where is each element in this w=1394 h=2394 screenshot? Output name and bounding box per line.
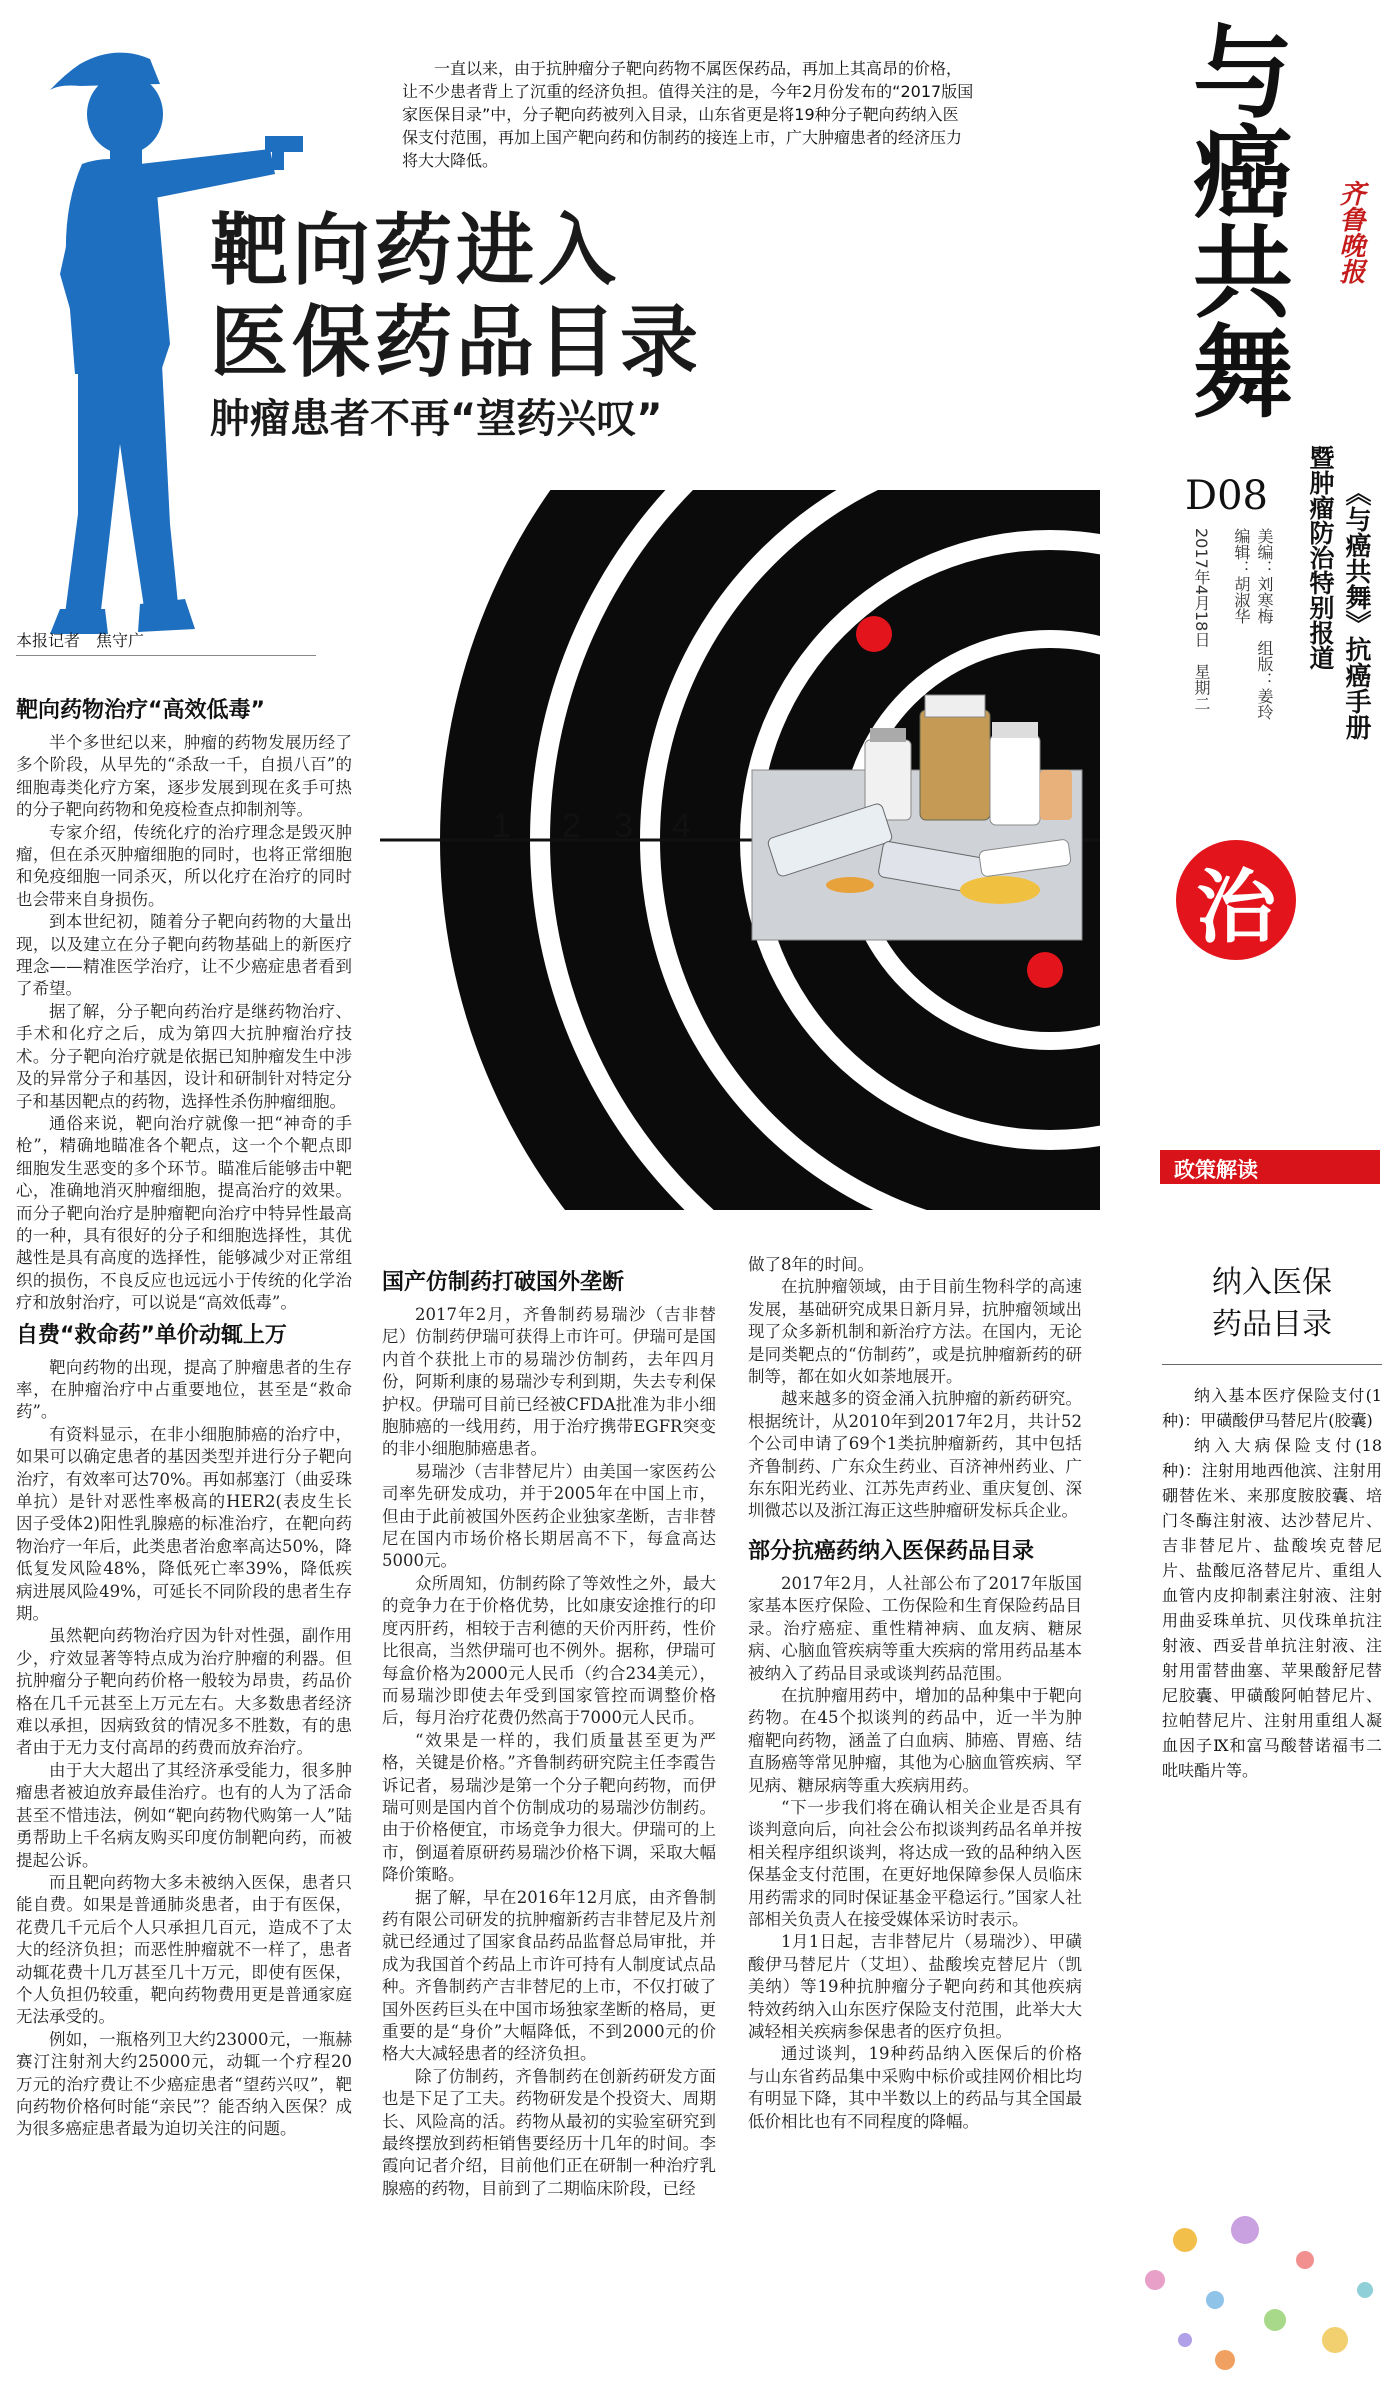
hit-marker — [856, 616, 892, 652]
paragraph: 通俗来说，靶向治疗就像一把“神奇的手枪”，精确地瞄准各个靶点，这一个个靶点即细胞发生恶变的多个环节。瞄准后能够击中靶心，准确地消灭肿瘤细胞，提高治疗的效果。而分子靶向治疗是肿瘤靶向治疗中特异性最高的一种，具有很好的分子和细胞选择性，其优越性是具有高度的选择性，能够减少对正常组织的损伤，不良反应也远远小于传统的化学治疗和放射治疗，可以说是“高效低毒”。 — [16, 1113, 352, 1313]
calligraphy-text: 与癌共舞 — [1176, 20, 1294, 420]
section-subtitle: 暨肿瘤防治特别报道 — [1306, 445, 1335, 670]
target-graphic — [380, 490, 1100, 1210]
column-2 — [382, 1262, 716, 2200]
paragraph: 据了解，早在2016年12月底，由齐鲁制药有限公司研发的抗肿瘤新药吉非替尼及片剂就已经通过了国家食品药品监督总局审批，并成为我国首个药品上市许可持有人制度试点品种。齐鲁制药产吉非替尼的上市，不仅打破了国外医药巨头在中国市场独家垄断的格局，更重要的是“身价”大幅降低，不到2000元的价格大大减轻患者的经济负担。 — [382, 1887, 716, 2064]
ring-label-3: 3 — [614, 807, 633, 845]
paragraph: 除了仿制药，齐鲁制药在创新药研发方面也是下足了工夫。药物研发是个投资大、周期长、风险高的活。药物从最初的实验室研究到最终摆放到药柜销售要经历十几年的时间。李霞向记者介绍，目前他们正在研制一种治疗乳腺癌的药物，目前到了二期临床阶段，已经 — [382, 2066, 716, 2198]
intro-text: 一直以来，由于抗肿瘤分子靶向药物不属医保药品，再加上其高昂的价格，让不少患者背上了沉重的经济负担。值得关注的是，今年2月份发布的“2017版国家医保目录”中，分子靶向药被列入目录，山东省更是将19种分子靶向药纳入医保支付范围，再加上国产靶向药和仿制药的接连上市，广大肿瘤患者的经济压力将大大降低。 — [402, 59, 974, 170]
paragraph: 做了8年的时间。 — [748, 1255, 874, 1274]
divider — [1162, 1364, 1382, 1365]
paragraph: 2017年2月，齐鲁制药易瑞沙（吉非替尼）仿制药伊瑞可获得上市许可。伊瑞可是国内首个获批上市的易瑞沙仿制药，去年四月份，阿斯利康的易瑞沙专利到期，失去专利保护权。伊瑞可目前已经被CFDA批准为非小细胞肺癌的一线用药，用于治疗携带EGFR突变的非小细胞肺癌患者。 — [382, 1305, 716, 1459]
hit-marker — [1027, 952, 1063, 988]
zhi-badge-text: 治 — [1196, 859, 1276, 954]
paragraph: “效果是一样的，我们质量甚至更为严格，关键是价格。”齐鲁制药研究院主任李霞告诉记者，易瑞沙是第一个分子靶向药物，而伊瑞可则是国内首个仿制成功的易瑞沙仿制药。由于价格便宜，市场竞争力很大。伊瑞可的上市，倒逼着原研药易瑞沙价格下调，采取大幅降价策略。 — [382, 1730, 716, 1885]
ring-label-2: 2 — [562, 807, 581, 845]
paragraph: 虽然靶向药物治疗因为针对性强，副作用少，疗效显著等特点成为治疗肿瘤的利器。但抗肿瘤分子靶向药价格一般较为昂贵，药品价格在几千元甚至上万元左右。大多数患者经济难以承担，因病致贫的情况多不胜数，有的患者由于无力支付高昂的药费而放弃治疗。 — [16, 1626, 352, 1758]
sidebar-title-line1: 纳入医保 — [1212, 1265, 1332, 1300]
brand-seal: 齐鲁晚报 — [1335, 180, 1365, 284]
paragraph: 易瑞沙（吉非替尼片）由美国一家医药公司率先研发成功，并于2005年在中国上市，但由于此前被国外医药企业独家垄断，吉非替尼在国内市场价格长期居高不下，每盒高达5000元。 — [382, 1461, 716, 1571]
page-title-line1: 靶向药进入 — [210, 206, 621, 296]
paragraph: 靶向药物的出现，提高了肿瘤患者的生存率，在肿瘤治疗中占重要地位，甚至是“救命药”。 — [16, 1357, 352, 1422]
section-heading: 部分抗癌药纳入医保药品目录 — [748, 1538, 1035, 1564]
paragraph: 据了解，分子靶向药治疗是继药物治疗、手术和化疗之后，成为第四大抗肿瘤治疗技术。分子靶向治疗就是依据已知肿瘤发生中涉及的异常分子和基因，设计和研制针对特定分子和基因靶点的药物，选择性杀伤肿瘤细胞。 — [16, 1001, 352, 1111]
paragraph: 越来越多的资金涌入抗肿瘤的新药研究。根据统计，从2010年到2017年2月，共计52个公司申请了69个1类抗肿瘤新药，其中包括齐鲁制药、广东众生药业、百济神州药业、广东东阳光药业、江苏先声药业、重庆复创、深圳微芯以及浙江海正这些肿瘤研发标兵企业。 — [748, 1389, 1082, 1521]
sidebar-box — [1162, 1262, 1382, 1783]
paragraph: 到本世纪初，随着分子靶向药物的大量出现，以及建立在分子靶向药物基础上的新医疗理念——精准医学治疗，让不少癌症患者看到了希望。 — [16, 912, 352, 999]
policy-tab-label: 政策解读 — [1174, 1158, 1258, 1182]
zhi-badge — [1176, 840, 1296, 960]
paragraph: 在抗肿瘤用药中，增加的品种集中于靶向药物。在45个拟谈判的药品中，近一半为肿瘤靶向药物，涵盖了白血病、肺癌、胃癌、结直肠癌等常见肿瘤，其他为心脑血管疾病、罕见病、糖尿病等重大疾病用药。 — [748, 1685, 1082, 1795]
calligraphy-title — [1150, 20, 1380, 420]
paragraph: 通过谈判，19种药品纳入医保后的价格与山东省药品集中采购中标价或挂网价相比均有明显下降，其中半数以上的药品与其全国最低价相比也有不同程度的降幅。 — [748, 2044, 1082, 2131]
paragraph: 2017年2月，人社部公布了2017年版国家基本医疗保险、工伤保险和生育保险药品目录。治疗癌症、重性精神病、血友病、糖尿病、心脑血管疾病等重大疾病的常用药品基本被纳入了药品目录或谈判药品范围。 — [748, 1573, 1082, 1683]
paragraph: 有资料显示，在非小细胞肺癌的治疗中，如果可以确定患者的基因类型并进行分子靶向治疗，有效率可达70%。再如郝塞汀（曲妥珠单抗）是针对恶性率极高的HER2(表皮生长因子受体2)阳性乳腺癌的标准治疗，在靶向药物治疗一年后，此类患者治愈率高达50%，降低复发风险48%，降低死亡率39%，降低疾病进展风险49%，可延长不同阶段的患者生存期。 — [16, 1424, 352, 1624]
sidebar-paragraph: 纳入基本医疗保险支付(1种)：甲磺酸伊马替尼片(胶囊) — [1162, 1386, 1382, 1430]
paragraph: 由于大大超出了其经济承受能力，很多肿瘤患者被迫放弃最佳治疗。也有的人为了活命甚至不惜违法，例如“靶向药物代购第一人”陆勇帮助上千名病友购买印度仿制靶向药，而被提起公诉。 — [16, 1760, 352, 1870]
ring-label-1: 1 — [492, 807, 511, 845]
sidebar-paragraph: 纳入大病保险支付(18种)：注射用地西他滨、注射用硼替佐米、来那度胺胶囊、培门冬酶注射液、达沙替尼片、吉非替尼片、盐酸埃克替尼片、盐酸厄洛替尼片、重组人血管内皮抑制素注射液、注射用曲妥珠单抗、贝伐珠单抗注射液、西妥昔单抗注射液、注射用雷替曲塞、苹果酸舒尼替尼胶囊、甲磺酸阿帕替尼片、拉帕替尼片、注射用重组人凝血因子Ⅸ和富马酸替诺福韦二吡呋酯片等。 — [1162, 1436, 1382, 1780]
policy-tab — [1160, 1150, 1380, 1184]
page-subtitle: 肿瘤患者不再“望药兴叹” — [210, 396, 663, 442]
section-heading: 国产仿制药打破国外垄断 — [382, 1270, 625, 1295]
section-title: 《与癌共舞》抗癌手册 — [1341, 480, 1371, 740]
column-1 — [16, 690, 352, 2141]
paragraph: 1月1日起，吉非替尼片（易瑞沙）、甲磺酸伊马替尼片（艾坦）、盐酸埃克替尼片（凯美纳）等19种抗肿瘤分子靶向药和其他疾病特效药纳入山东医疗保险支付范围，此举大大减轻相关疾病参保患者的医疗负担。 — [748, 1932, 1082, 2041]
section-heading: 自费“救命药”单价动辄上万 — [16, 1322, 287, 1348]
paragraph: “下一步我们将在确认相关企业是否具有谈判意向后，向社会公布拟谈判药品名单并按相关程序组织谈判，将达成一致的品种纳入医保基金支付范围，在更好地保障参保人员临床用药需求的同时保证基金平稳运行。”国家人社部相关负责人在接受媒体采访时表示。 — [748, 1797, 1082, 1929]
title-block — [210, 205, 930, 443]
section-heading: 靶向药物治疗“高效低毒” — [16, 698, 265, 723]
editor-credit: 编辑：胡淑华 — [1232, 528, 1251, 624]
paragraph: 专家介绍，传统化疗的治疗理念是毁灭肿瘤，但在杀灭肿瘤细胞的同时，也将正常细胞和免疫细胞一同杀灭，所以化疗在治疗的同时也会带来自身损伤。 — [16, 822, 352, 909]
credits: 美编：刘寒梅 组版：姜玲 — [1255, 528, 1274, 720]
page-code: D08 — [1185, 473, 1268, 519]
paragraph: 众所周知，仿制药除了等效性之外，最大的竞争力在于价格优势，比如康安途推行的印度丙肝药，相较于吉利德的天价丙肝药，性价比很高，当然伊瑞可也不例外。据称，伊瑞可每盒价格为2000元人民币（约合234美元），而易瑞沙即使去年受到国家管控而调整价格后，每月治疗花费仍然高于7000元人民币。 — [382, 1573, 716, 1728]
paragraph: 半个多世纪以来，肿瘤的药物发展历经了多个阶段，从早先的“杀敌一千，自损八百”的细胞毒类化疗方案，逐步发展到现在炙手可热的分子靶向药物和免疫检查点抑制剂等。 — [16, 733, 352, 820]
paragraph: 在抗肿瘤领域，由于目前生物科学的高速发展，基础研究成果日新月异，抗肿瘤领域出现了众多新机制和新治疗方法。在国内，无论是同类靶点的“仿制药”，或是抗肿瘤新药的研制等，都在如火如荼地展开。 — [748, 1277, 1082, 1387]
byline: 本报记者 焦守广 — [16, 628, 316, 656]
sidebar-title-line2: 药品目录 — [1212, 1307, 1332, 1342]
paragraph: 而且靶向药物大多未被纳入医保，患者只能自费。如果是普通肺炎患者，由于有医保，花费几千元后个人只承担几百元，造成不了太大的经济负担；而恶性肿瘤就不一样了，患者动辄花费十几万甚至几十万元，即使有医保，个人负担仍较重，靶向药物费用更是普通家庭无法承受的。 — [16, 1872, 352, 2027]
page-title-line2: 医保药品目录 — [210, 298, 703, 388]
intro-paragraph — [402, 57, 974, 172]
paragraph: 例如，一瓶格列卫大约23000元，一瓶赫赛汀注射剂大约25000元，动辄一个疗程20万元的治疗费让不少癌症患者“望药兴叹”，靶向药物价格何时能“亲民”？能否纳入医保？成为很多癌症患者最为迫切关注的问题。 — [16, 2029, 352, 2139]
ring-label-4: 4 — [672, 807, 691, 845]
issue-date: 2017年4月18日 星期二 — [1192, 528, 1211, 712]
column-3 — [748, 1254, 1082, 2133]
decorative-bubbles-icon — [1125, 2200, 1385, 2390]
